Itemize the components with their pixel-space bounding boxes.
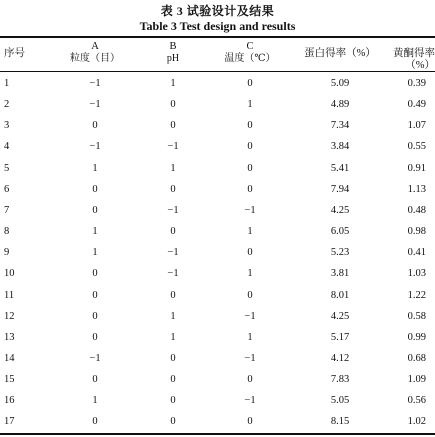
cell-factor-a: 0	[92, 120, 98, 132]
cell-factor-a: −1	[89, 99, 101, 111]
cell-factor-a: 0	[92, 310, 98, 322]
cell-protein-yield: 5.23	[330, 247, 350, 259]
header-a-name: 粒度（目）	[70, 53, 120, 64]
table-row	[0, 349, 435, 369]
cell-factor-a: −1	[89, 352, 101, 364]
cell-serial: 1	[4, 78, 10, 89]
cell-factor-b: 0	[170, 289, 176, 301]
cell-flavone-yield: 1.07	[407, 120, 426, 132]
cell-factor-a: 1	[92, 162, 98, 174]
cell-serial: 12	[4, 310, 15, 322]
cell-factor-b: 0	[170, 183, 176, 195]
cell-factor-a: 0	[92, 331, 98, 343]
cell-factor-c: −1	[244, 395, 256, 407]
cell-flavone-yield: 0.49	[407, 99, 426, 111]
cell-factor-c: 1	[247, 331, 253, 343]
cell-protein-yield: 8.01	[330, 289, 350, 301]
table-row	[0, 201, 435, 221]
cell-flavone-yield: 1.02	[407, 416, 426, 428]
cell-factor-a: 0	[92, 268, 98, 280]
cell-flavone-yield: 0.58	[407, 310, 426, 322]
cell-flavone-yield: 1.22	[407, 289, 426, 301]
table-row	[0, 159, 435, 179]
cell-factor-b: −1	[167, 268, 179, 280]
cell-flavone-yield: 0.99	[407, 331, 426, 343]
cell-flavone-yield: 1.13	[407, 183, 426, 195]
cell-factor-a: 0	[92, 204, 98, 216]
header-protein-yield: 蛋白得率（%）	[304, 48, 376, 59]
cell-serial: 11	[4, 289, 15, 301]
cell-protein-yield: 7.83	[330, 374, 350, 386]
cell-protein-yield: 4.25	[330, 310, 350, 322]
cell-serial: 9	[4, 247, 10, 259]
cell-factor-c: −1	[244, 310, 256, 322]
cell-serial: 7	[4, 204, 10, 216]
header-factor-b	[148, 41, 198, 65]
cell-factor-c: 1	[247, 99, 253, 111]
cell-flavone-yield: 0.48	[407, 204, 426, 216]
cell-factor-b: 0	[170, 352, 176, 364]
cell-factor-b: 0	[170, 374, 176, 386]
cell-factor-a: 1	[92, 226, 98, 238]
table-header-rule	[0, 71, 435, 72]
header-factor-a	[70, 41, 120, 65]
header-factor-c	[218, 41, 282, 65]
cell-protein-yield: 4.25	[330, 204, 350, 216]
cell-flavone-yield: 0.68	[407, 352, 426, 364]
cell-factor-c: 0	[247, 374, 253, 386]
cell-serial: 3	[4, 120, 10, 132]
cell-protein-yield: 4.12	[330, 352, 350, 364]
cell-protein-yield: 7.34	[330, 120, 350, 132]
table-row	[0, 286, 435, 306]
cell-serial: 17	[4, 416, 15, 428]
cell-serial: 16	[4, 395, 15, 407]
cell-factor-c: 1	[247, 226, 253, 238]
cell-factor-b: −1	[167, 247, 179, 259]
table-row	[0, 222, 435, 242]
cell-factor-a: 0	[92, 416, 98, 428]
cell-factor-c: 0	[247, 141, 253, 153]
cell-factor-c: 0	[247, 247, 253, 259]
header-c-name: 温度（℃）	[224, 53, 276, 64]
cell-serial: 15	[4, 374, 15, 386]
cell-serial: 13	[4, 331, 15, 343]
cell-factor-b: 1	[170, 78, 176, 89]
cell-protein-yield: 8.15	[330, 416, 350, 428]
table-row	[0, 95, 435, 115]
cell-protein-yield: 5.05	[330, 395, 350, 407]
cell-factor-b: −1	[167, 141, 179, 153]
cell-flavone-yield: 0.98	[407, 226, 426, 238]
cell-protein-yield: 3.84	[330, 141, 350, 153]
cell-protein-yield: 5.09	[330, 78, 350, 89]
cell-factor-b: 1	[170, 162, 176, 174]
cell-protein-yield: 6.05	[330, 226, 350, 238]
cell-factor-a: −1	[89, 78, 101, 89]
cell-factor-b: 1	[170, 331, 176, 343]
table-row	[0, 391, 435, 411]
cell-factor-a: 0	[92, 289, 98, 301]
cell-flavone-yield: 0.55	[407, 141, 426, 153]
header-flavone-yield: 黄酮得率（%）	[393, 48, 435, 71]
cell-serial: 8	[4, 226, 10, 238]
cell-serial: 5	[4, 162, 10, 174]
header-serial-number: 序号	[4, 48, 25, 59]
cell-factor-b: 1	[170, 310, 176, 322]
cell-factor-b: 0	[170, 226, 176, 238]
header-b-name: pH	[166, 53, 180, 64]
cell-factor-c: 1	[247, 268, 253, 280]
table-row	[0, 307, 435, 327]
cell-factor-a: 0	[92, 183, 98, 195]
cell-protein-yield: 7.94	[330, 183, 350, 195]
cell-flavone-yield: 0.39	[407, 78, 426, 89]
table-bottom-rule	[0, 433, 435, 435]
cell-factor-a: −1	[89, 141, 101, 153]
cell-protein-yield: 3.81	[330, 268, 350, 280]
cell-serial: 10	[4, 268, 15, 280]
table-row	[0, 412, 435, 432]
cell-factor-c: 0	[247, 183, 253, 195]
cell-factor-b: 0	[170, 395, 176, 407]
cell-flavone-yield: 1.09	[407, 374, 426, 386]
cell-factor-a: 1	[92, 247, 98, 259]
table-row	[0, 328, 435, 348]
cell-factor-b: 0	[170, 416, 176, 428]
table-row	[0, 370, 435, 390]
cell-factor-a: 0	[92, 374, 98, 386]
cell-serial: 4	[4, 141, 10, 153]
header-a-code: A	[91, 41, 99, 52]
cell-factor-b: 0	[170, 120, 176, 132]
table-row	[0, 180, 435, 200]
header-c-code: C	[246, 41, 254, 52]
cell-factor-c: 0	[247, 78, 253, 89]
cell-factor-c: −1	[244, 352, 256, 364]
cell-factor-c: 0	[247, 289, 253, 301]
cell-flavone-yield: 1.03	[407, 268, 426, 280]
cell-flavone-yield: 0.41	[407, 247, 426, 259]
cell-factor-c: 0	[247, 416, 253, 428]
cell-flavone-yield: 0.91	[407, 162, 426, 174]
cell-factor-c: 0	[247, 162, 253, 174]
table-row	[0, 137, 435, 157]
table-row	[0, 264, 435, 284]
cell-serial: 14	[4, 352, 15, 364]
table-row	[0, 74, 435, 94]
cell-serial: 2	[4, 99, 10, 111]
cell-protein-yield: 5.17	[330, 331, 350, 343]
cell-serial: 6	[4, 183, 10, 195]
header-b-code: B	[169, 41, 177, 52]
cell-factor-b: −1	[167, 204, 179, 216]
cell-factor-b: 0	[170, 99, 176, 111]
table-row	[0, 243, 435, 263]
cell-flavone-yield: 0.56	[407, 395, 426, 407]
table-caption-chinese: 表 3 试验设计及结果	[160, 4, 275, 18]
cell-protein-yield: 5.41	[330, 162, 350, 174]
table-top-rule	[0, 36, 435, 38]
table-caption-english: Table 3 Test design and results	[139, 19, 296, 33]
cell-protein-yield: 4.89	[330, 99, 350, 111]
table-row	[0, 116, 435, 136]
cell-factor-a: 1	[92, 395, 98, 407]
cell-factor-c: −1	[244, 204, 256, 216]
cell-factor-c: 0	[247, 120, 253, 132]
